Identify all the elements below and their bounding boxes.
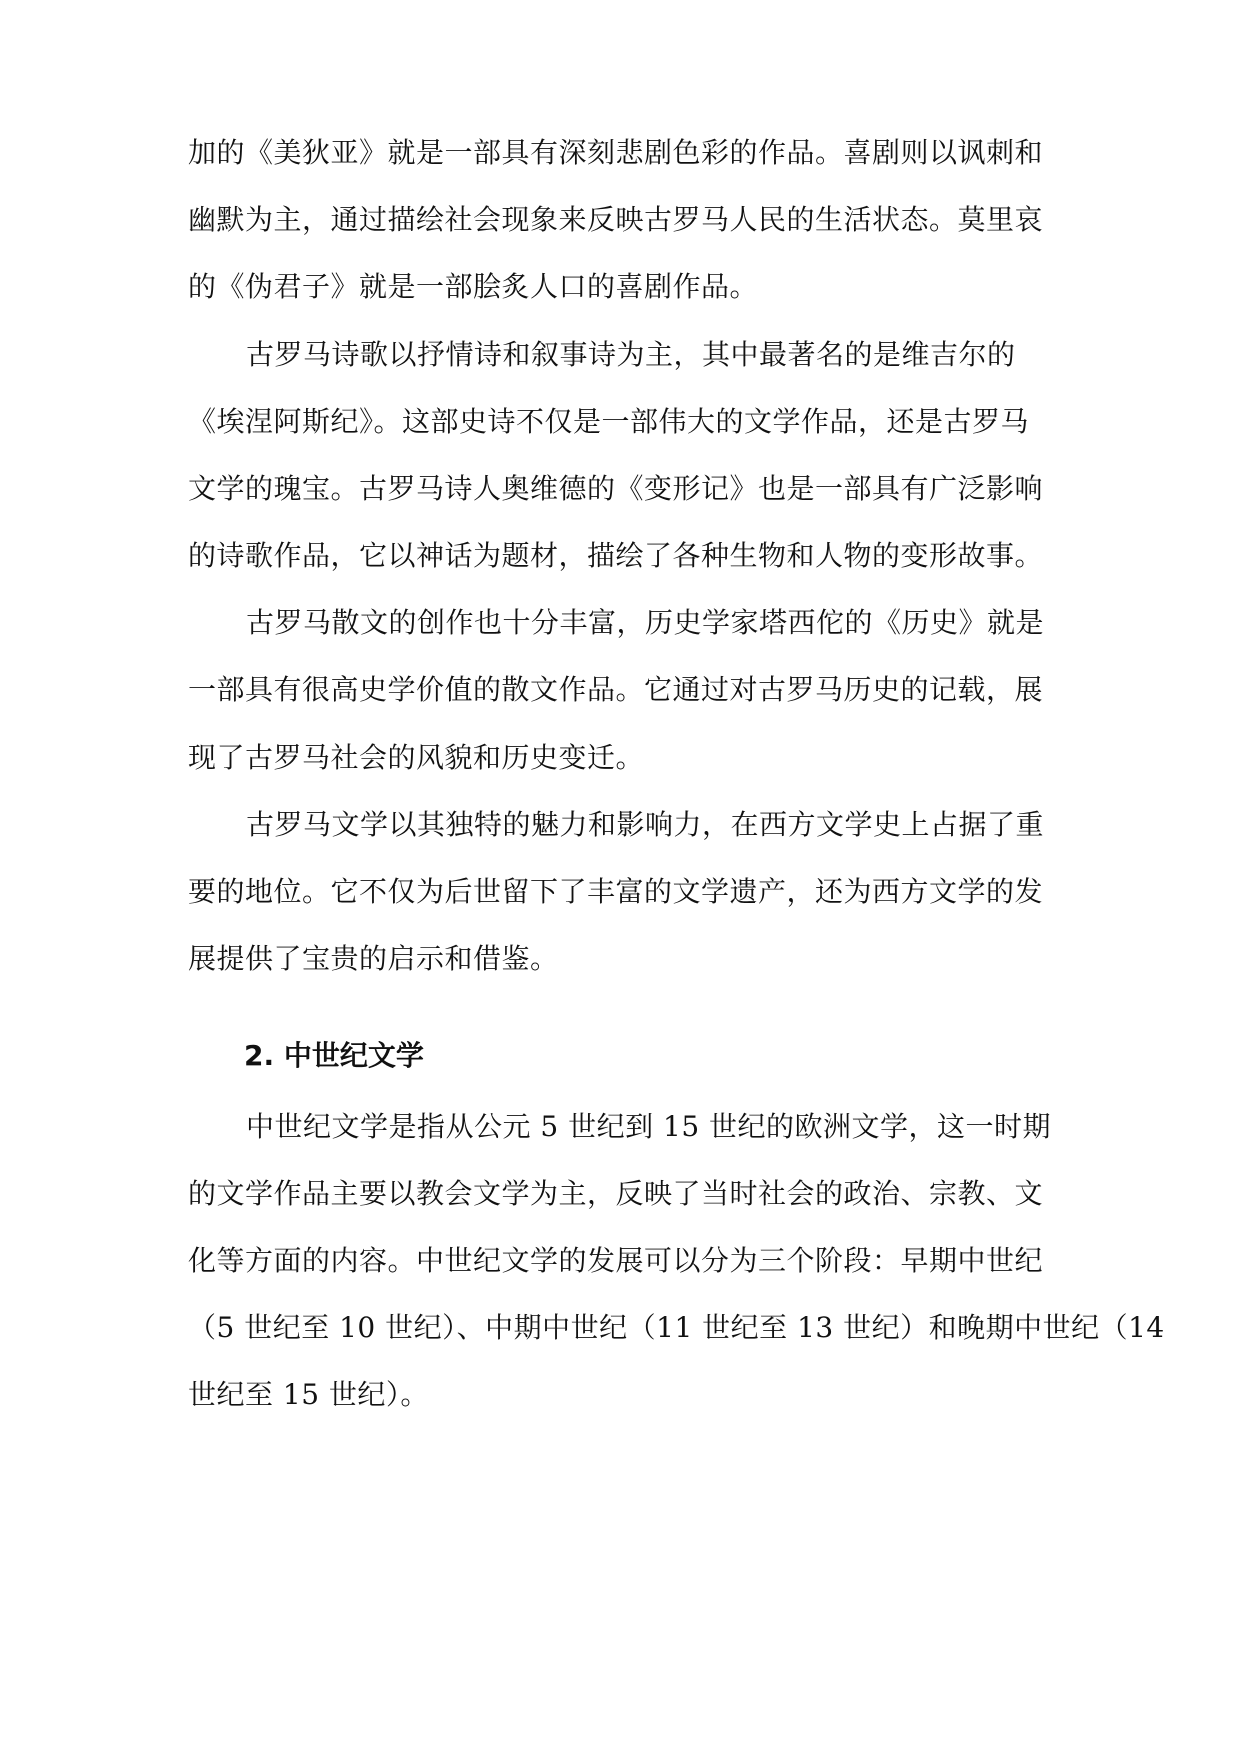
paragraph-line: 一部具有很高史学价值的散文作品。它通过对古罗马历史的记载，展 [188, 673, 1044, 706]
paragraph-line: 幽默为主，通过描绘社会现象来反映古罗马人民的生活状态。莫里哀 [188, 203, 1044, 236]
paragraph-line: 的诗歌作品，它以神话为题材，描绘了各种生物和人物的变形故事。 [188, 539, 1044, 572]
paragraph-line: 古罗马文学以其独特的魅力和影响力，在西方文学史上占据了重 [246, 808, 1045, 841]
paragraph-line: 世纪至 15 世纪）。 [188, 1378, 429, 1411]
paragraph-line: 古罗马诗歌以抒情诗和叙事诗为主，其中最著名的是维吉尔的 [246, 338, 1016, 371]
section-heading: 2. 中世纪文学 [244, 1039, 424, 1072]
paragraph-line: 现了古罗马社会的风貌和历史变迁。 [188, 741, 645, 774]
paragraph-line: 的《伪君子》就是一部脍炙人口的喜剧作品。 [188, 270, 759, 303]
paragraph-line: 的文学作品主要以教会文学为主，反映了当时社会的政治、宗教、文 [188, 1177, 1044, 1210]
paragraph-line: 展提供了宝贵的启示和借鉴。 [188, 942, 559, 975]
paragraph-line: 《埃涅阿斯纪》。这部史诗不仅是一部伟大的文学作品，还是古罗马 [188, 405, 1030, 438]
paragraph-line: 文学的瑰宝。古罗马诗人奥维德的《变形记》也是一部具有广泛影响 [188, 472, 1044, 505]
paragraph-line: 古罗马散文的创作也十分丰富，历史学家塔西佗的《历史》就是 [246, 606, 1045, 639]
paragraph-line: 要的地位。它不仅为后世留下了丰富的文学遗产，还为西方文学的发 [188, 875, 1044, 908]
paragraph-line: 中世纪文学是指从公元 5 世纪到 15 世纪的欧洲文学，这一时期 [246, 1110, 1052, 1143]
paragraph-line: 化等方面的内容。中世纪文学的发展可以分为三个阶段：早期中世纪 [188, 1244, 1044, 1277]
paragraph-line: 加的《美狄亚》就是一部具有深刻悲剧色彩的作品。喜剧则以讽刺和 [188, 136, 1044, 169]
paragraph-line: （5 世纪至 10 世纪）、中期中世纪（11 世纪至 13 世纪）和晚期中世纪（14 [188, 1311, 1165, 1344]
